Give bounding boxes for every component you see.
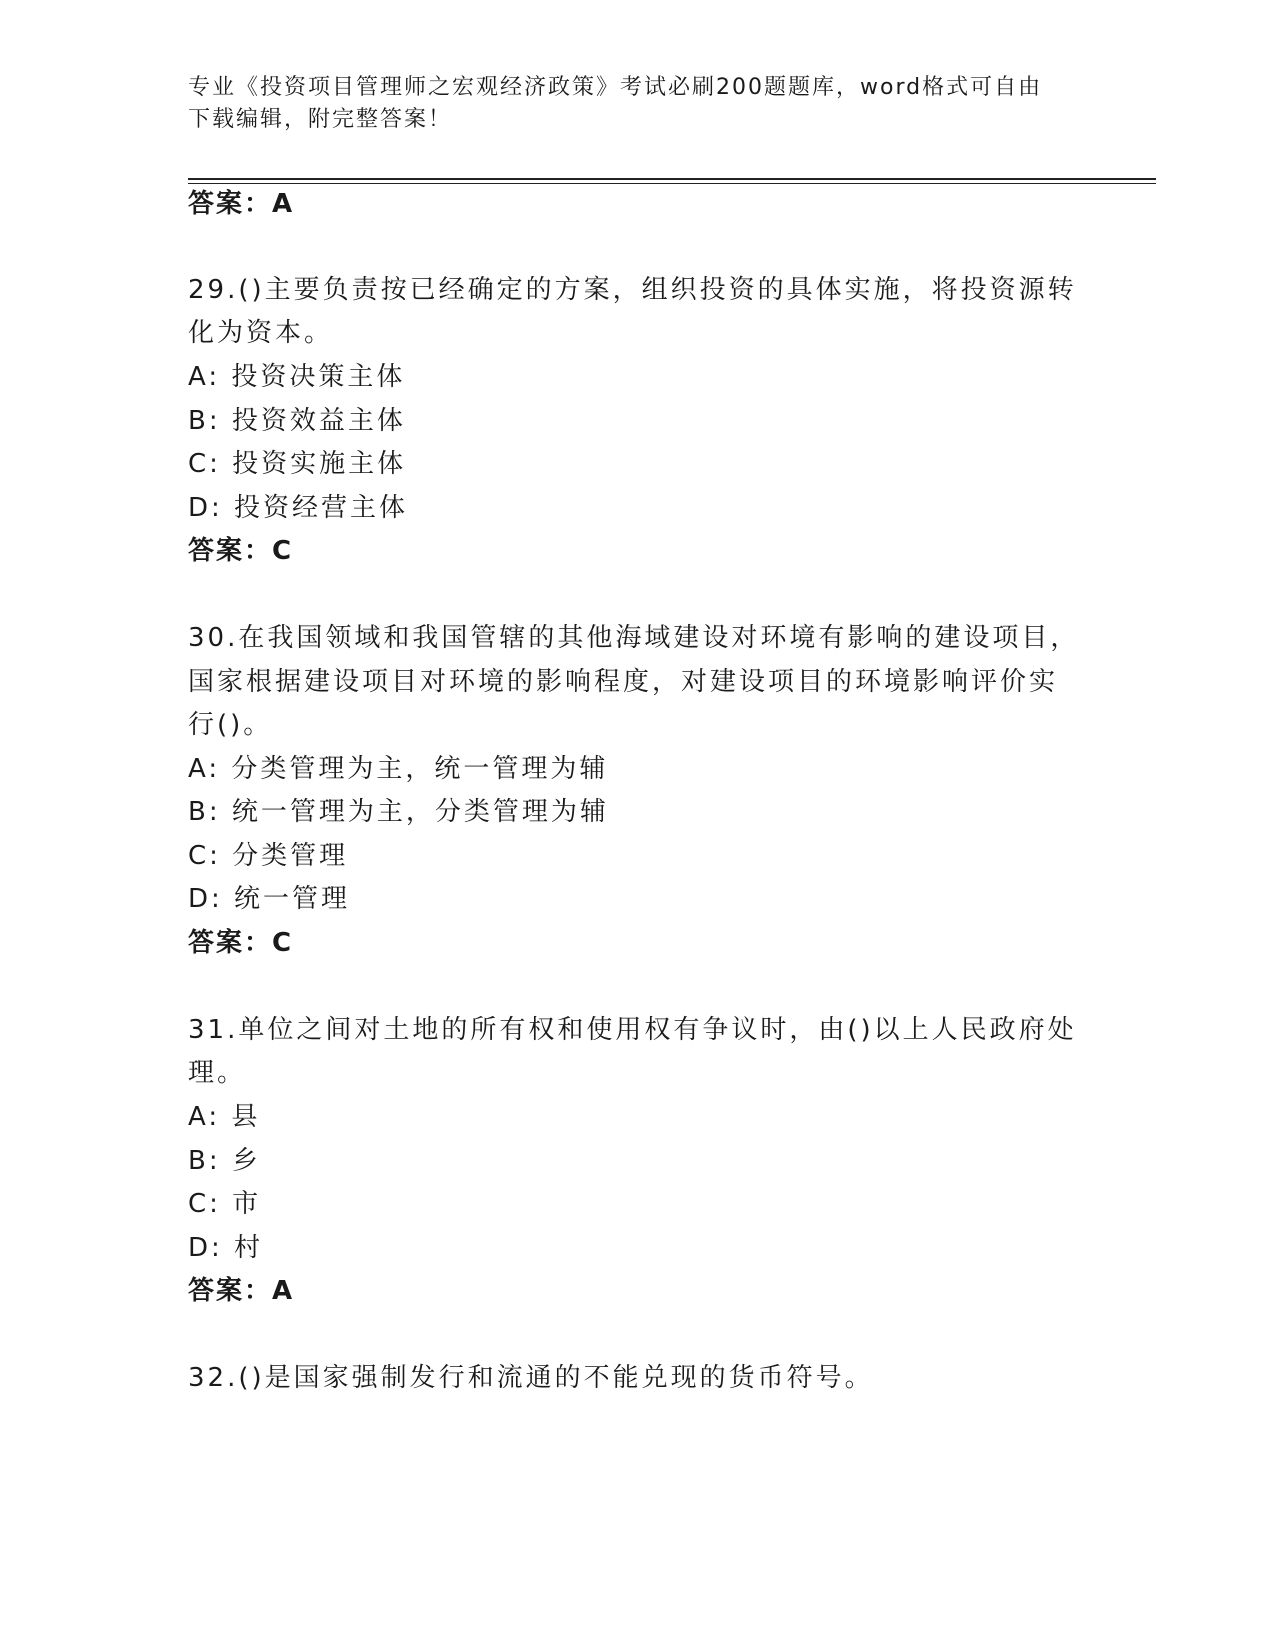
question-31-option-a: A: 县 bbox=[188, 1102, 261, 1132]
question-29-stem-line-1: 29.()主要负责按已经确定的方案，组织投资的具体实施，将投资源转 bbox=[188, 275, 1077, 305]
question-30-option-a: A: 分类管理为主，统一管理为辅 bbox=[188, 754, 609, 784]
answer-line: 答案：A bbox=[188, 189, 295, 219]
document-header bbox=[188, 72, 1068, 136]
question-30-stem-line-2: 国家根据建设项目对环境的影响程度，对建设项目的环境影响评价实 bbox=[188, 667, 1059, 697]
question-29-option-c: C: 投资实施主体 bbox=[188, 449, 407, 479]
question-30-option-c: C: 分类管理 bbox=[188, 841, 349, 871]
question-29-option-d: D: 投资经营主体 bbox=[188, 493, 409, 523]
header-rule-thin bbox=[188, 183, 1156, 184]
question-29-stem-line-2: 化为资本。 bbox=[188, 318, 334, 348]
question-31-stem-line-1: 31.单位之间对土地的所有权和使用权有争议时，由()以上人民政府处 bbox=[188, 1015, 1077, 1045]
question-31-option-d: D: 村 bbox=[188, 1233, 264, 1263]
question-31-option-b: B: 乡 bbox=[188, 1146, 261, 1176]
question-30-option-d: D: 统一管理 bbox=[188, 884, 351, 914]
question-30-option-b: B: 统一管理为主，分类管理为辅 bbox=[188, 797, 609, 827]
question-31-option-c: C: 市 bbox=[188, 1189, 262, 1219]
question-30-stem-line-1: 30.在我国领域和我国管辖的其他海域建设对环境有影响的建设项目， bbox=[188, 623, 1080, 653]
header-line-1: 专业《投资项目管理师之宏观经济政策》考试必刷200题题库，word格式可自由 bbox=[188, 75, 1043, 100]
question-32-stem-line-1: 32.()是国家强制发行和流通的不能兑现的货币符号。 bbox=[188, 1363, 874, 1393]
header-rule-thick bbox=[188, 178, 1156, 180]
question-30-stem-line-3: 行()。 bbox=[188, 710, 273, 740]
header-line-2: 下载编辑，附完整答案！ bbox=[188, 107, 453, 132]
question-29-answer: 答案：C bbox=[188, 536, 294, 566]
question-29-option-b: B: 投资效益主体 bbox=[188, 406, 406, 436]
question-29-option-a: A: 投资决策主体 bbox=[188, 362, 406, 392]
question-31-answer: 答案：A bbox=[188, 1276, 295, 1306]
question-31-stem-line-2: 理。 bbox=[188, 1058, 247, 1088]
question-30-answer: 答案：C bbox=[188, 928, 294, 958]
